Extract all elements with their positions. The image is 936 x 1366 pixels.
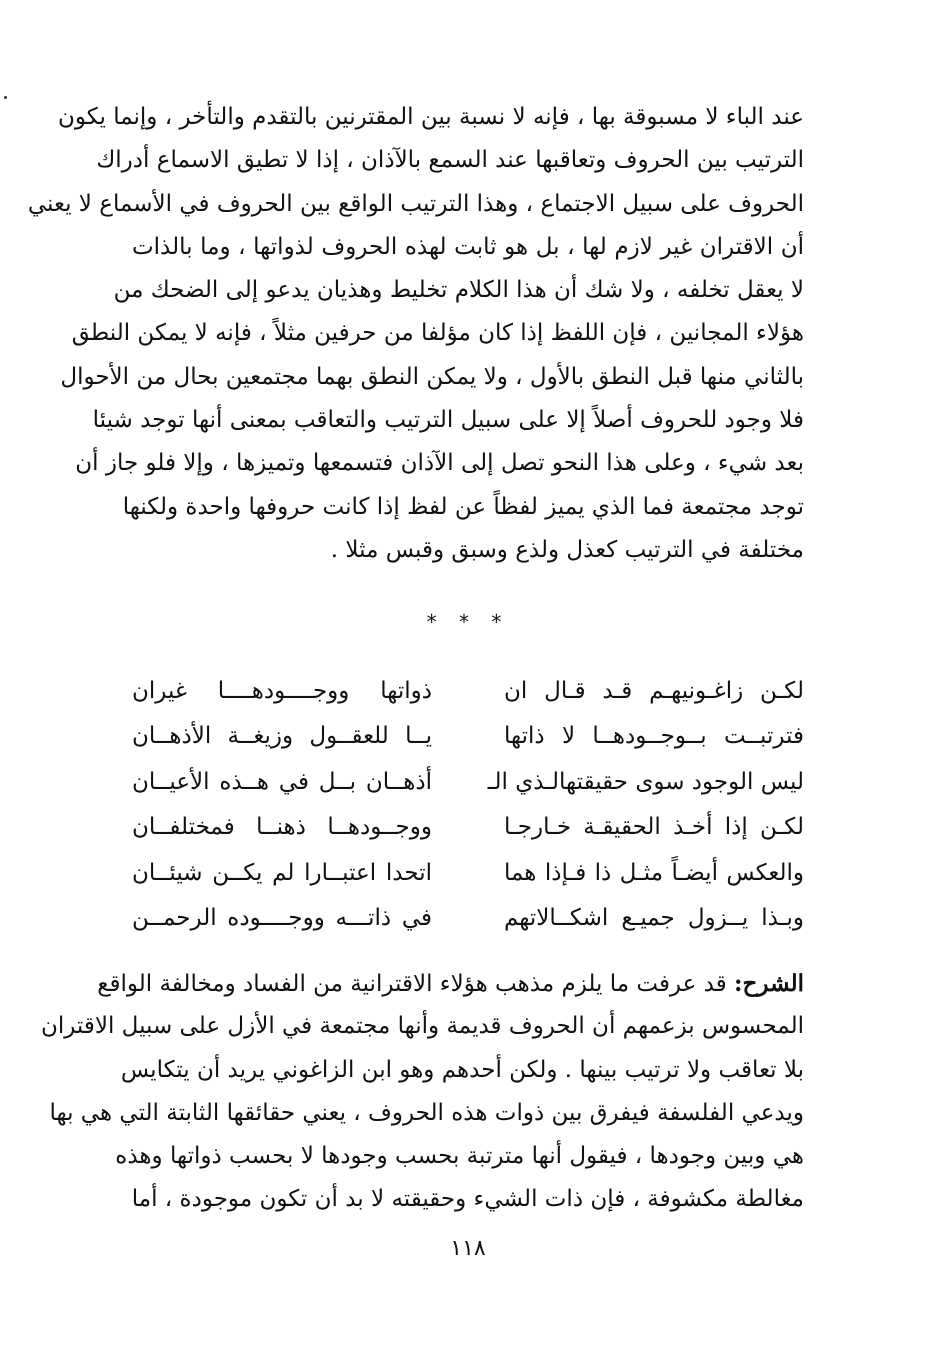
- text-line: فلا وجود للحروف أصلاً إلا على سبيل الترتيب والتعاقب بمعنى أنها توجد شيئا: [92, 407, 804, 434]
- text-line: المحسوس بزعمهم أن الحروف قديمة وأنها مجتمعة في الأزل على سبيل الاقتران: [40, 1013, 804, 1040]
- scan-speck: [4, 96, 7, 99]
- text-line: بلا تعاقب ولا ترتيب بينها . ولكن أحدهم وهو ابن الزاغوني يريد أن يتكايس: [120, 1056, 804, 1083]
- verse-row: [132, 850, 804, 896]
- text-line: بالثاني منها قبل النطق بالأول ، ولا يمكن النطق بهما مجتمعين بحال من الأحوال: [60, 363, 804, 390]
- verse-row: [132, 668, 804, 714]
- verse-second-hemistich: ذواتها ووجــــودهــــا غيران: [132, 677, 432, 704]
- verse-first-hemistich: ليس الوجود سوى حقيقتهالـذي الـ: [487, 768, 804, 795]
- text-line: عند الباء لا مسبوقة بها ، فإنه لا نسبة بين المقترنين بالتقدم والتأخر ، وإنما يكون: [58, 104, 804, 130]
- text-line: أن الاقتران غير لازم لها ، بل هو ثابت لهذه الحروف لذواتها ، وما بالذات: [132, 233, 804, 260]
- verse-second-hemistich: ووجــودهــا ذهنــا فمختلفــان: [132, 814, 432, 841]
- intro-paragraph: [27, 96, 804, 572]
- verse-row: [132, 714, 804, 760]
- text-line: هؤلاء المجانين ، فإن اللفظ إذا كان مؤلفا من حرفين مثلاً ، فإنه لا يمكن النطق: [71, 320, 804, 347]
- verse-row: [132, 896, 804, 942]
- commentary-paragraph: [40, 962, 804, 1222]
- verse-first-hemistich: فترتبــت بــوجــودهــا لا ذاتها: [504, 723, 804, 750]
- text-line: لا يعقل تخلفه ، ولا شك أن هذا الكلام تخليط وهذيان يدعو إلى الضحك من: [113, 277, 804, 304]
- commentary-first-line: قد عرفت ما يلزم مذهب هؤلاء الاقترانية من الفساد ومخالفة الواقع: [97, 971, 735, 997]
- text-line: [97, 962, 804, 1005]
- text-line: مختلفة في الترتيب كعذل ولذع وسبق وقبس مثلا .: [330, 536, 804, 563]
- text-line: مغالطة مكشوفة ، فإن ذات الشيء وحقيقته لا بد أن تكون موجودة ، أما: [131, 1186, 804, 1213]
- verse-second-hemistich: أذهــان بــل في هــذه الأعيــان: [132, 768, 432, 795]
- verse-first-hemistich: وبـذا يــزول جميـع اشكــالاتهم: [504, 905, 804, 932]
- text-line: ويدعي الفلسفة فيفرق بين ذوات هذه الحروف ، يعني حقائقها الثابتة التي هي بها: [49, 1099, 804, 1126]
- verse-second-hemistich: يــا للعقــول وزيغــة الأذهــان: [132, 723, 432, 750]
- text-line: الترتيب بين الحروف وتعاقبها عند السمع بالآذان ، إذا لا تطيق الاسماع أدراك: [96, 147, 804, 174]
- verse-second-hemistich: في ذاتـــه ووجــــوده الرحمــن: [132, 905, 432, 932]
- verse-first-hemistich: لكـن إذا أخـذ الحقيقـة خـارجـا: [504, 814, 804, 841]
- section-separator: * * *: [426, 610, 510, 634]
- text-line: بعد شيء ، وعلى هذا النحو تصل إلى الآذان فتسمعها وتميزها ، وإلا فلو جاز أن: [75, 450, 804, 477]
- text-line: هي وبين وجودها ، فيقول أنها مترتبة بحسب وجودها لا بحسب ذواتها وهذه: [115, 1143, 804, 1170]
- verse-first-hemistich: لكـن زاغـونيهـم قـد قـال ان: [504, 677, 804, 704]
- poem-verses: [132, 668, 804, 941]
- page-number: ١١٨: [450, 1236, 486, 1261]
- verse-second-hemistich: اتحدا اعتبــارا لم يكــن شيئــان: [132, 859, 432, 886]
- verse-first-hemistich: والعكس أيضـاً مثـل ذا فـإذا هما: [504, 859, 804, 886]
- text-line: توجد مجتمعة فما الذي يميز لفظاً عن لفظ إذا كانت حروفها واحدة ولكنها: [122, 493, 804, 520]
- text-line: الحروف على سبيل الاجتماع ، وهذا الترتيب الواقع بين الحروف في الأسماع لا يعني: [27, 190, 804, 217]
- verse-row: [132, 805, 804, 851]
- verse-row: [132, 759, 804, 805]
- commentary-label: الشرح:: [734, 970, 804, 997]
